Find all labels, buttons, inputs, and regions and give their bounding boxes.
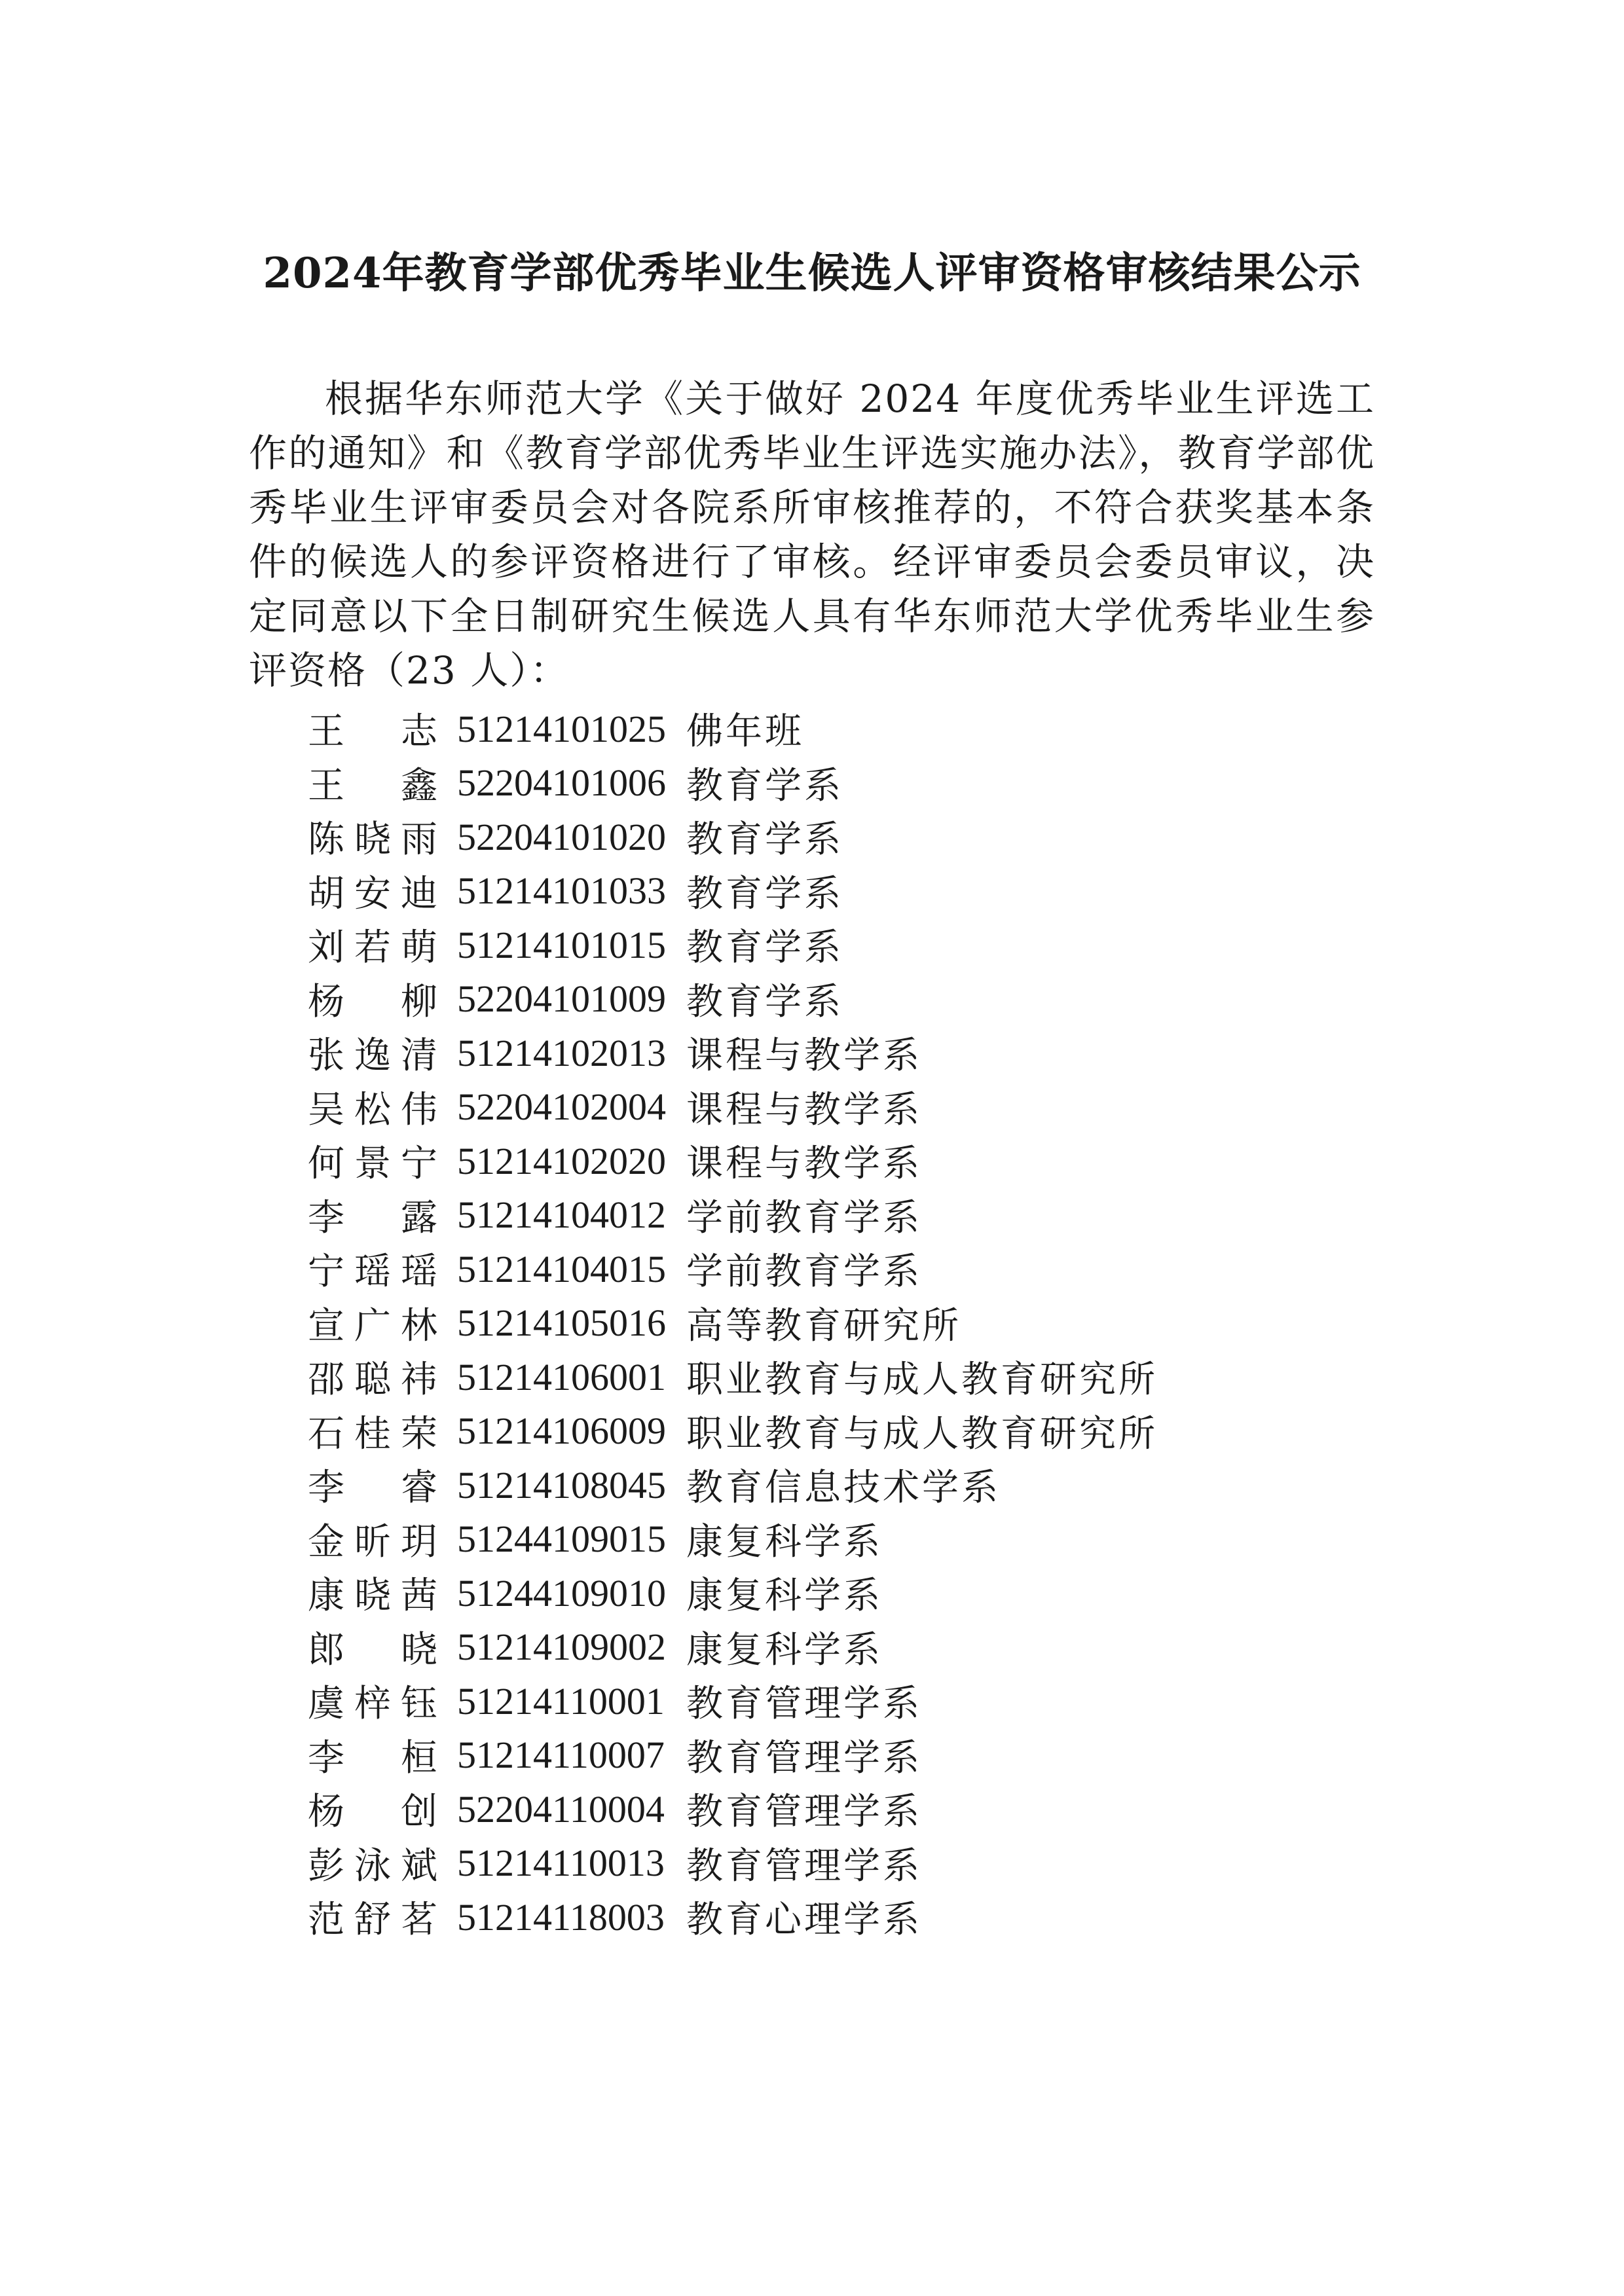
candidate-student-id: 52204101009 <box>457 977 666 1021</box>
candidate-student-id: 51214110013 <box>457 1842 665 1885</box>
candidate-student-id: 51214106009 <box>457 1410 666 1453</box>
candidate-student-id: 51214106001 <box>457 1355 666 1398</box>
candidate-student-id: 51214101033 <box>457 869 666 913</box>
candidate-name: 王志 <box>308 710 439 754</box>
candidate-name: 杨柳 <box>308 980 439 1023</box>
candidate-list <box>308 702 1356 1944</box>
candidate-row <box>308 918 1356 972</box>
candidate-row <box>308 810 1356 864</box>
candidate-row <box>308 1134 1356 1188</box>
candidate-department: 教育学系 <box>686 980 843 1023</box>
candidate-name: 郎晓 <box>308 1628 439 1671</box>
candidate-student-id: 51214110007 <box>457 1734 665 1777</box>
candidate-row <box>308 1296 1356 1351</box>
candidate-name: 宣广林 <box>308 1304 439 1347</box>
candidate-student-id: 51244109010 <box>457 1571 666 1614</box>
candidate-name: 陈晓雨 <box>308 818 439 862</box>
candidate-student-id: 51214101025 <box>457 707 666 750</box>
candidate-department: 职业教育与成人教育研究所 <box>686 1358 1158 1402</box>
candidate-row <box>308 1458 1356 1512</box>
candidate-row <box>308 1674 1356 1728</box>
candidate-student-id: 51214109002 <box>457 1626 666 1669</box>
candidate-department: 学前教育学系 <box>686 1196 922 1239</box>
candidate-name: 刘若萌 <box>308 926 439 970</box>
candidate-student-id: 52204101020 <box>457 815 666 858</box>
candidate-department: 课程与教学系 <box>686 1034 922 1078</box>
candidate-department: 康复科学系 <box>686 1520 883 1563</box>
candidate-department: 课程与教学系 <box>686 1088 922 1131</box>
candidate-student-id: 52204101006 <box>457 761 666 805</box>
candidate-student-id: 51214101015 <box>457 923 666 966</box>
candidate-row <box>308 756 1356 811</box>
candidate-row <box>308 972 1356 1027</box>
candidate-department: 教育管理学系 <box>686 1683 922 1726</box>
candidate-student-id: 51214110001 <box>457 1679 665 1722</box>
candidate-department: 职业教育与成人教育研究所 <box>686 1412 1158 1455</box>
candidate-student-id: 51214102020 <box>457 1139 666 1182</box>
candidate-name: 虞梓钰 <box>308 1683 439 1726</box>
candidate-department: 教育管理学系 <box>686 1844 922 1887</box>
candidate-student-id: 51214108045 <box>457 1463 666 1506</box>
candidate-row <box>308 1890 1356 1944</box>
candidate-row <box>308 1620 1356 1675</box>
candidate-name: 何景宁 <box>308 1142 439 1186</box>
candidate-row <box>308 1836 1356 1891</box>
candidate-name: 张逸清 <box>308 1034 439 1078</box>
candidate-department: 课程与教学系 <box>686 1142 922 1186</box>
candidate-row <box>308 1404 1356 1459</box>
candidate-name: 邵聪祎 <box>308 1358 439 1402</box>
candidate-student-id: 51214104015 <box>457 1247 666 1290</box>
candidate-name: 范舒茗 <box>308 1899 439 1942</box>
candidate-department: 教育学系 <box>686 818 843 862</box>
candidate-row <box>308 1512 1356 1567</box>
candidate-name: 杨创 <box>308 1791 439 1834</box>
page-title: 2024年教育学部优秀毕业生候选人评审资格审核结果公示 <box>263 248 1361 298</box>
candidate-department: 教育学系 <box>686 926 843 970</box>
candidate-row <box>308 1080 1356 1135</box>
candidate-name: 彭泳斌 <box>308 1844 439 1887</box>
candidate-name: 康晓茜 <box>308 1575 439 1618</box>
candidate-student-id: 51214118003 <box>457 1895 665 1939</box>
candidate-row <box>308 702 1356 756</box>
candidate-department: 教育学系 <box>686 764 843 807</box>
candidate-department: 教育学系 <box>686 872 843 915</box>
candidate-department: 学前教育学系 <box>686 1250 922 1294</box>
candidate-name: 李桓 <box>308 1736 439 1779</box>
candidate-department: 佛年班 <box>686 710 804 754</box>
candidate-department: 教育信息技术学系 <box>686 1467 1001 1510</box>
candidate-student-id: 51214104012 <box>457 1194 666 1237</box>
candidate-student-id: 51214105016 <box>457 1302 666 1345</box>
candidate-name: 王鑫 <box>308 764 439 807</box>
candidate-student-id: 52204110004 <box>457 1787 665 1831</box>
candidate-row <box>308 1350 1356 1404</box>
candidate-department: 康复科学系 <box>686 1628 883 1671</box>
candidate-name: 李露 <box>308 1196 439 1239</box>
candidate-student-id: 51214102013 <box>457 1031 666 1074</box>
candidate-name: 宁瑶瑶 <box>308 1250 439 1294</box>
candidate-department: 教育管理学系 <box>686 1736 922 1779</box>
candidate-row <box>308 1242 1356 1296</box>
candidate-name: 李睿 <box>308 1467 439 1510</box>
candidate-department: 康复科学系 <box>686 1575 883 1618</box>
candidate-name: 金昕玥 <box>308 1520 439 1563</box>
candidate-name: 吴松伟 <box>308 1088 439 1131</box>
candidate-department: 教育管理学系 <box>686 1791 922 1834</box>
candidate-row <box>308 864 1356 919</box>
candidate-row <box>308 1026 1356 1080</box>
candidate-row <box>308 1728 1356 1783</box>
candidate-name: 石桂荣 <box>308 1412 439 1455</box>
candidate-name: 胡安迪 <box>308 872 439 915</box>
candidate-department: 教育心理学系 <box>686 1899 922 1942</box>
candidate-student-id: 51244109015 <box>457 1518 666 1561</box>
candidate-student-id: 52204102004 <box>457 1085 666 1129</box>
candidate-department: 高等教育研究所 <box>686 1304 961 1347</box>
candidate-row <box>308 1782 1356 1836</box>
notice-body: 根据华东师范大学《关于做好 2024 年度优秀毕业生评选工作的通知》和《教育学部优秀毕业生评选实施办法》，教育学部优秀毕业生评审委员会对各院系所审核推荐的，不符合获奖基本条件的候选人的参评资格进行了审核。经评审委员会委员审议，决定同意以下全日制研究生候选人具有华东师范大学优秀毕业生参评资格（23 人）： <box>249 376 1375 693</box>
candidate-row <box>308 1188 1356 1243</box>
candidate-row <box>308 1566 1356 1620</box>
